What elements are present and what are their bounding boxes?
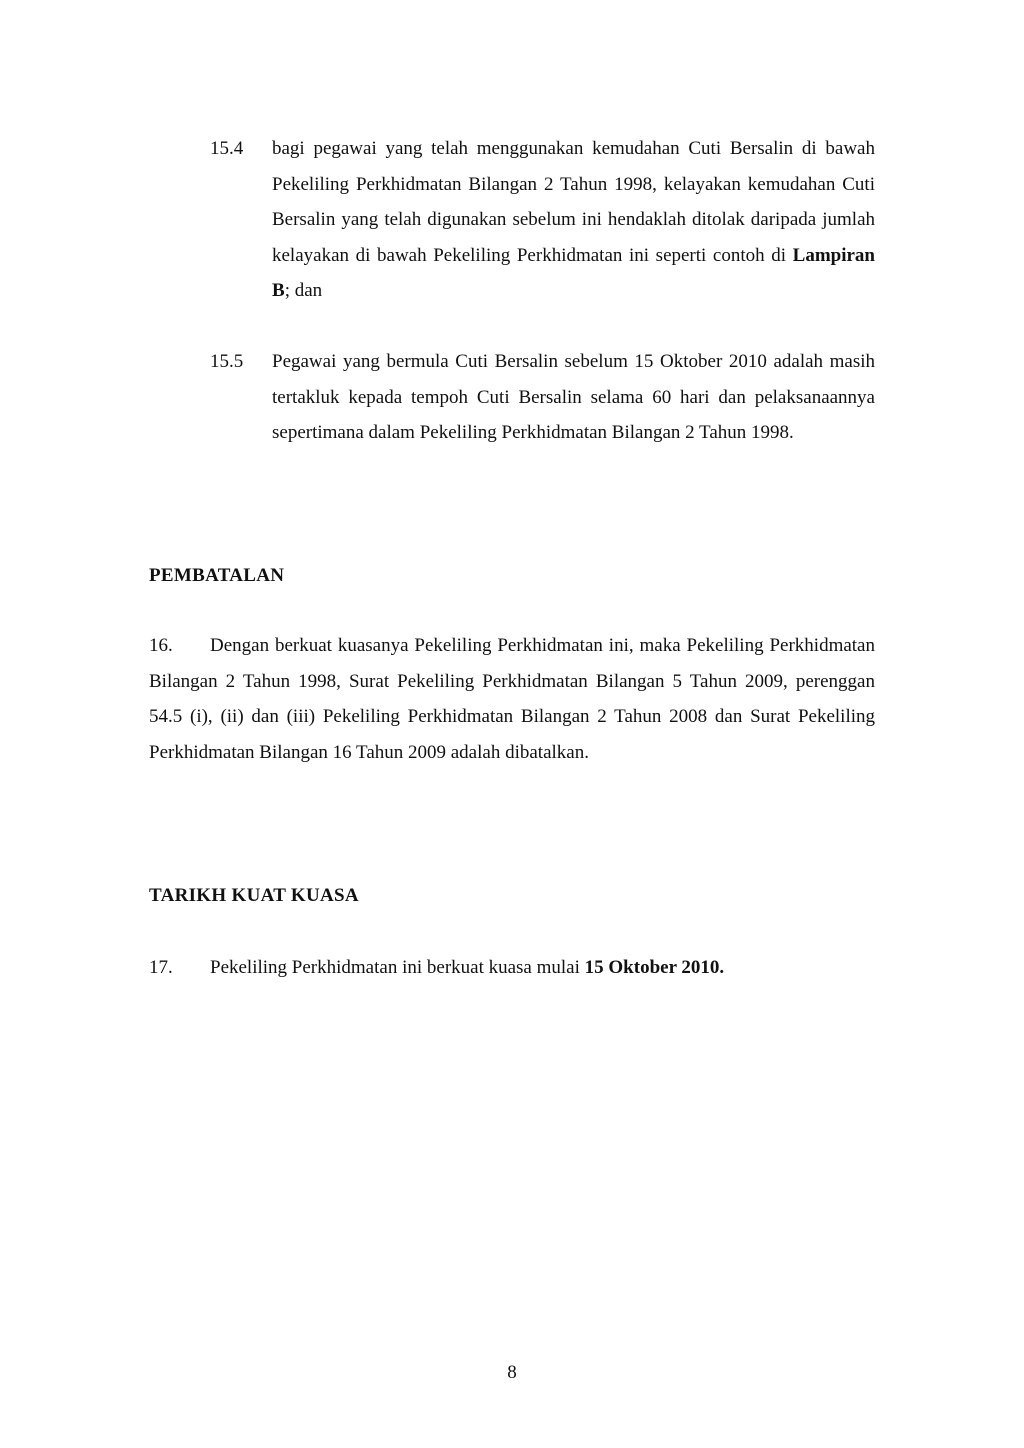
item-text: Pegawai yang bermula Cuti Bersalin sebelum 15 Oktober 2010 adalah masih tertakluk kepada tempoh Cuti Bersalin selama 60 hari dan pelaksanaannya sepertimana dalam Pekeliling Perkhidmatan Bilangan 2 Tahun 1998. (272, 351, 875, 443)
item-text (272, 131, 875, 309)
section-heading: TARIKH KUAT KUASA (149, 885, 359, 906)
paragraph-text: Pekeliling Perkhidmatan ini berkuat kuasa mulai (210, 957, 585, 978)
section-heading: PEMBATALAN (149, 565, 285, 586)
item-number: 15.4 (210, 138, 244, 159)
paragraph-text: Dengan berkuat kuasanya Pekeliling Perkhidmatan ini, maka Pekeliling Perkhidmatan Bilangan 2 Tahun 1998, Surat Pekeliling Perkhidmatan Bilangan 5 Tahun 2009, perenggan 54.5 (i), (ii) dan (iii) Pekeliling Perkhidmatan Bilangan 2 Tahun 2008 dan Surat Pekeliling Perkhidmatan Bilangan 16 Tahun 2009 adalah dibatalkan. (149, 635, 875, 763)
section-paragraph (149, 950, 875, 986)
item-text-after: ; dan (284, 280, 323, 301)
item-bold-ref: Lampiran B (272, 244, 875, 301)
page-number: 8 (507, 1362, 517, 1383)
section-paragraph (149, 628, 875, 770)
paragraph-bold-date: 15 Oktober 2010. (584, 957, 725, 978)
paragraph-number: 16. (149, 635, 173, 656)
paragraph-number: 17. (149, 957, 173, 978)
item-text-before: bagi pegawai yang telah menggunakan kemudahan Cuti Bersalin di bawah Pekeliling Perkhidmatan Bilangan 2 Tahun 1998, kelayakan kemudahan Cuti Bersalin yang telah digunakan sebelum ini hendaklah ditolak daripada jumlah kelayakan di bawah Pekeliling Perkhidmatan ini seperti contoh di (272, 138, 875, 266)
item-number: 15.5 (210, 351, 244, 372)
